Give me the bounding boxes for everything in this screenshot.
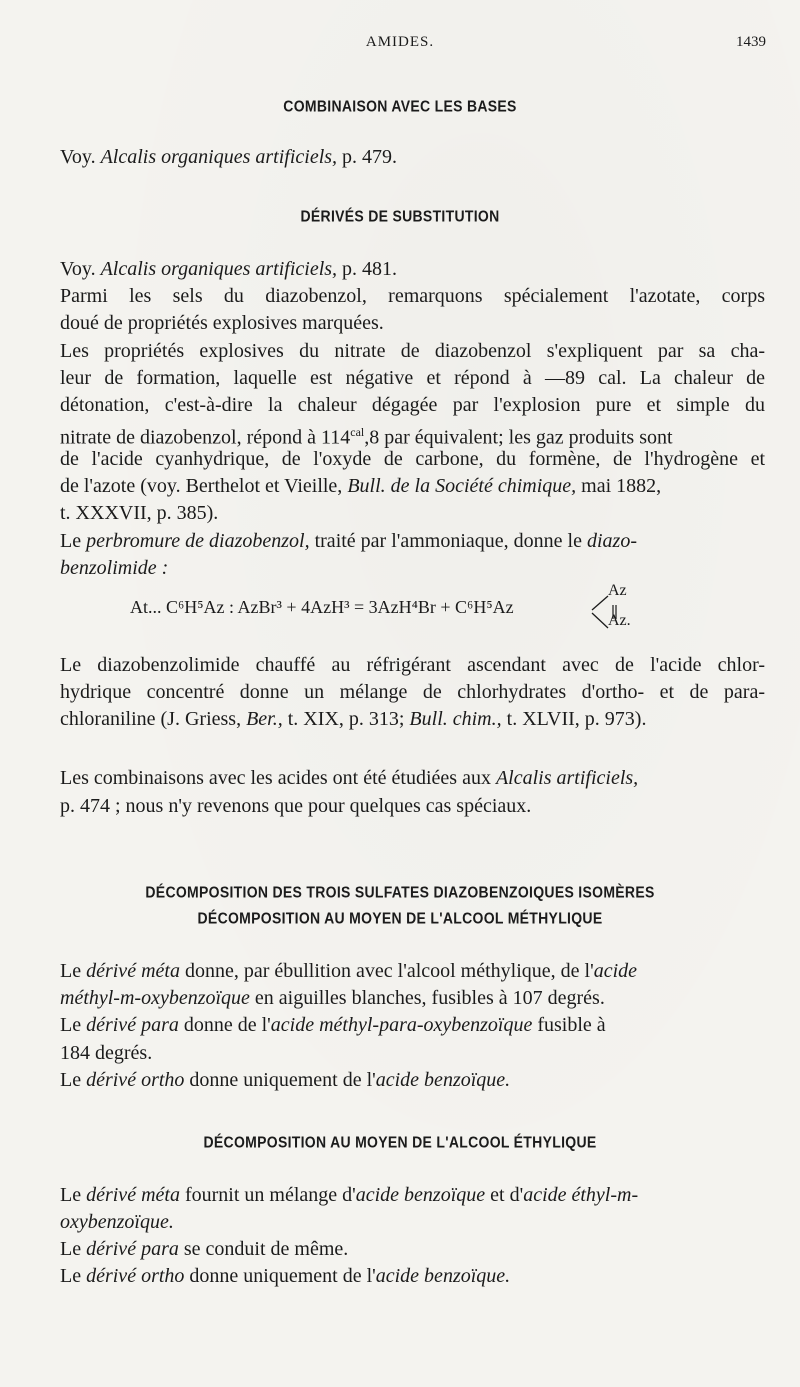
text-run: en aiguilles blanches, fusibles à 107 degrés. [249,987,605,1009]
text-run: chloraniline (J. Griess, [60,708,247,730]
paragraph-line [60,706,765,733]
derivative-name: dérivé ortho [86,1069,185,1091]
azote-bottom: Az. [608,612,631,629]
paragraph-line: doué de propriétés explosives marquées. [60,312,384,334]
paragraph-line: de l'acide cyanhydrique, de l'oxyde de carbone, du formène, de l'hydrogène et [60,448,765,470]
text-run: donne uniquement de l' [184,1265,376,1287]
paragraph-line [60,528,765,555]
compound-name: acide [593,960,638,982]
compound-name: diazo- [587,530,637,552]
text-run: Le [60,1184,87,1206]
paragraph-line [60,1067,765,1094]
azide-bond-lines [130,588,770,640]
derivative-name: dérivé ortho [86,1265,185,1287]
compound-name: acide benzoïque. [375,1069,511,1091]
paragraph-line: t. XXXVII, p. 385). [60,502,219,524]
paragraph-line: oxybenzoïque. [60,1211,174,1233]
paragraph-line [60,765,765,792]
paragraph-line [60,1236,765,1263]
derivative-name: dérivé para [86,1238,179,1260]
text-run: traité par l'ammoniaque, donne le [309,530,587,552]
paragraph-line: Parmi les sels du diazobenzol, remarquons spécialement l'azotate, corps [60,285,765,307]
compound-name: acide benzoïque [355,1184,486,1206]
paragraph-line: hydrique concentré donne un mélange de chlorhydrates d'ortho- et de para- [60,681,765,703]
derivative-name: dérivé méta [86,1184,180,1206]
page-number: 1439 [736,34,766,50]
derivative-name: dérivé para [86,1014,179,1036]
compound-name: perbromure de diazobenzol, [86,530,310,552]
paragraph-line: leur de formation, laquelle est négative et répond à —89 cal. La chaleur de [60,367,765,389]
reference-prefix: Voy. [60,258,101,280]
text-run: Le [60,960,87,982]
text-run: ,8 par équivalent; les gaz produits sont [364,426,673,449]
section-heading-combinaison: COMBINAISON AVEC LES BASES [283,97,517,115]
text-run: Le [60,1014,87,1036]
text-run: se conduit de même. [178,1238,349,1260]
text-run: t. XIX, p. 313; [282,708,410,730]
compound-name: méthyl-m-oxybenzoïque [60,987,250,1009]
compound-name: acide éthyl-m- [523,1184,639,1206]
text-run: et d' [485,1184,524,1206]
text-run: donne de l' [178,1014,271,1036]
text-run: nitrate de diazobenzol, répond à 114 [60,426,351,449]
compound-name: acide benzoïque. [375,1265,511,1287]
running-title: AMIDES. [365,34,435,50]
azote-top: Az [608,582,627,599]
text-run: fusible à [532,1014,606,1036]
paragraph-line [60,1012,765,1039]
text-run: donne uniquement de l' [184,1069,376,1091]
paragraph-line: benzolimide : [60,557,169,579]
paragraph-line [60,473,765,500]
text-run: de l'azote (voy. Berthelot et Vieille, [60,475,348,497]
reference-prefix: Voy. [60,146,101,168]
chemical-equation [130,582,770,640]
journal-title: Ber., [246,708,283,730]
text-run: mai 1882, [576,475,662,497]
derivative-name: dérivé méta [86,960,180,982]
paragraph-line: détonation, c'est-à-dire la chaleur dégagée par l'explosion pure et simple du [60,394,765,416]
reference-line [60,256,765,283]
text-run: fournit un mélange d' [179,1184,356,1206]
text-run: Le [60,1265,87,1287]
paragraph-line: 184 degrés. [60,1042,153,1064]
section-heading-methylique: DÉCOMPOSITION AU MOYEN DE L'ALCOOL MÉTHYLIQUE [197,909,603,927]
equation-text: At... C⁶H⁵Az : AzBr³ + 4AzH³ = 3AzH⁴Br + C⁶H⁵Az [130,597,514,617]
running-head [0,34,800,56]
section-heading-ethylique: DÉCOMPOSITION AU MOYEN DE L'ALCOOL ÉTHYLIQUE [203,1133,597,1151]
section-heading-substitution: DÉRIVÉS DE SUBSTITUTION [300,207,500,225]
reference-title: Alcalis organiques artificiels, [100,146,338,168]
superscript: cal [350,425,365,439]
reference-suffix: p. 479. [337,146,398,168]
text-run: Le [60,1238,87,1260]
reference-suffix: p. 481. [337,258,398,280]
text-run: donne, par ébullition avec l'alcool méthylique, de l' [179,960,594,982]
paragraph-line [60,1263,765,1290]
paragraph-line: Le diazobenzolimide chauffé au réfrigérant ascendant avec de l'acide chlor- [60,654,765,676]
paragraph-line: p. 474 ; nous n'y revenons que pour quelques cas spéciaux. [60,795,532,817]
reference-line [60,144,765,171]
paragraph-line [60,1182,765,1209]
journal-title: Bull. chim., [409,708,502,730]
compound-name: acide méthyl-para-oxybenzoïque [270,1014,533,1036]
text-run: Le [60,530,87,552]
text-run: Les combinaisons avec les acides ont été étudiées aux [60,767,496,789]
paragraph-line: Les propriétés explosives du nitrate de diazobenzol s'expliquent par sa cha- [60,340,765,362]
journal-title: Bull. de la Société chimique, [347,475,577,497]
paragraph-line [60,985,765,1012]
text-run: t. XLVII, p. 973). [501,708,647,730]
section-heading-decomposition: DÉCOMPOSITION DES TROIS SULFATES DIAZOBENZOIQUES ISOMÈRES [145,883,655,901]
paragraph-line [60,958,765,985]
reference-title: Alcalis artificiels, [495,767,639,789]
reference-title: Alcalis organiques artificiels, [100,258,338,280]
text-run: Le [60,1069,87,1091]
